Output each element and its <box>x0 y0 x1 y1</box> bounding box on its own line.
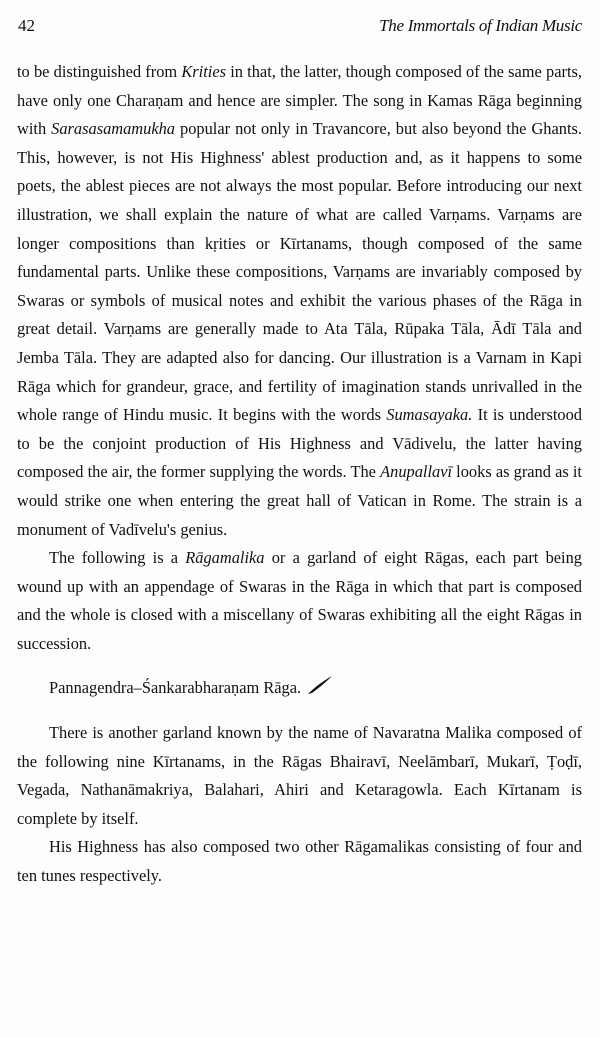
raga-title-line: Pannagendra–Śankarabharaṇam Rāga. <box>49 678 302 698</box>
text-span: to be distinguished from <box>17 62 182 81</box>
ink-mark-icon <box>306 674 334 696</box>
text-span: looks as grand as it would strike one when entering the great hall of Vatican in Rome. The strain is a monument of Vadīvelu's genius. <box>17 462 582 539</box>
text-span: or a garland of eight Rāgas, each part being wound up with an appendage of Swaras in the Rāga in which that part is composed and the whole is closed with a miscellany of Swaras exhibiting all the eight Rāgas in succession. <box>17 548 582 653</box>
running-head: The Immortals of Indian Music <box>379 16 582 35</box>
italic-term: Anupallavī <box>380 462 453 482</box>
text-span: in that, the latter, though composed of the same parts, have only one Charaṇam and hence are simpler. The song in Kamas Rāga beginning with <box>17 62 582 139</box>
italic-term: Rāgamalika <box>185 548 265 568</box>
paragraph-ragamalika <box>17 544 582 658</box>
body-text <box>17 58 582 891</box>
page-header <box>18 16 582 40</box>
page-number: 42 <box>18 16 35 35</box>
italic-term: Krities <box>181 62 226 81</box>
text-span: popular not only in Travancore, but also beyond the Ghants. This, however, is not His Highness' ablest production and, as it happens to some poets, the ablest pieces are not always the most popular. Before introducing our next illustration, we shall explain the nature of what are called Varṇams. Varṇams are longer compositions than kṛities or Kīrtanams, though composed of the same fundamental parts. Unlike these compositions, Varṇams are invariably composed by Swaras or symbols of musical notes and exhibit the various phases of the Rāga in great detail. Varṇams are generally made to Ata Tāla, Rūpaka Tāla, Ādī Tāla and Jemba Tāla. They are adapted also for dancing. Our illustration is a Varnam in Kapi Rāga which for grandeur, grace, and fertility of imagination stands unrivalled in the whole range of Hindu music. It begins with the words <box>17 119 582 425</box>
italic-term: Sumasayaka. <box>386 405 473 425</box>
paragraph-other-ragamalikas: His Highness has also composed two other Rāgamalikas consisting of four and ten tunes respectively. <box>17 837 582 886</box>
text-span: It is understood to be the conjoint production of His Highness and Vādivelu, the latter having composed the air, the former supplying the words. The <box>17 405 582 482</box>
paragraph-navaratna-malika: There is another garland known by the name of Navaratna Malika composed of the following nine Kīrtanams, in the Rāgas Bhairavī, Neelāmbarī, Mukarī, Ṭoḍī, Vegada, Nathanāmakriya, Balahari, Ahiri and Ketaragowla. Each Kīrtanam is complete by itself. <box>17 723 582 828</box>
paragraph-varnams <box>17 58 582 544</box>
text-span: The following is a <box>49 548 186 568</box>
italic-term: Sarasasamamukha <box>51 119 175 139</box>
